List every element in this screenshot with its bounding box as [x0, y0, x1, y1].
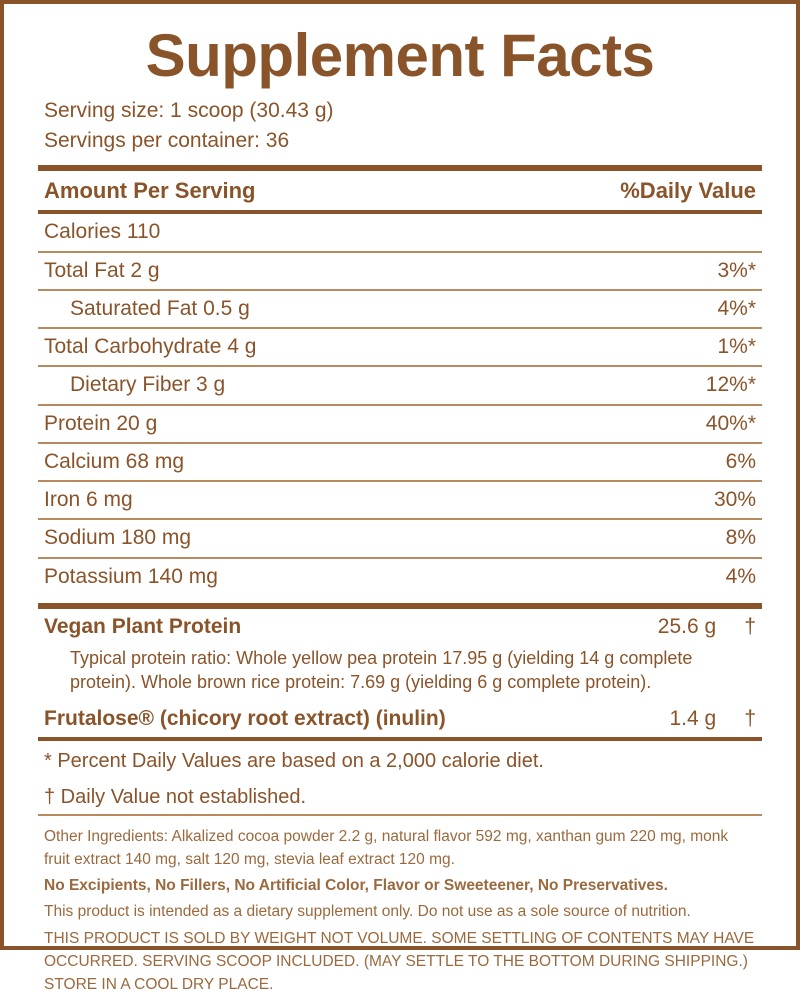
nutrient-name: Protein 20 g [44, 411, 158, 435]
nutrient-name: Calcium 68 mg [44, 449, 185, 473]
nutrient-value: 8% [725, 526, 756, 550]
table-header [38, 171, 762, 211]
frutalose-daily-value: † [744, 706, 756, 730]
nutrient-value: 6% [725, 449, 756, 473]
table-row [38, 444, 762, 480]
nutrient-value: 1%* [717, 335, 756, 359]
nutrient-name: Potassium 140 mg [44, 564, 218, 588]
servings-per-container: Servings per container: 36 [44, 129, 290, 153]
blend-daily-value: † [744, 614, 756, 638]
table-row [38, 520, 762, 556]
dietary-supplement-disclaimer: This product is intended as a dietary supplement only. Do not use as a sole source of nutrition. [44, 903, 691, 921]
table-row [38, 253, 762, 289]
no-excipients-text: No Excipients, No Fillers, No Artificial Color, Flavor or Sweeteener, No Preservatives. [44, 877, 668, 895]
frutalose-name: Frutalose® (chicory root extract) (inulin) [44, 706, 446, 730]
serving-size: Serving size: 1 scoop (30.43 g) [44, 99, 334, 122]
table-row [38, 406, 762, 442]
blend-values [646, 614, 756, 640]
nutrient-value: 4% [725, 564, 756, 588]
frutalose-amount: 1.4 g [669, 706, 717, 730]
table-row [38, 329, 762, 365]
amount-per-serving-label: Amount Per Serving [44, 177, 256, 203]
nutrient-name: Calories 110 [44, 220, 161, 244]
nutrient-value: 40%* [705, 411, 756, 435]
blend-row [38, 609, 762, 645]
other-ingredients-text: Other Ingredients: Alkalized cocoa powder 2.2 g, natural flavor 592 mg, xanthan gum 220 mg, monk fruit extract 140 mg, salt 120 mg, stevia leaf extract 120 mg. [44, 827, 729, 868]
nutrient-name: Iron 6 mg [44, 488, 133, 512]
nutrient-value: 3%* [717, 258, 756, 282]
table-row [38, 367, 762, 403]
nutrient-value: 30% [713, 488, 756, 512]
blend-amount: 25.6 g [657, 614, 717, 638]
table-row [38, 482, 762, 518]
blend-name: Vegan Plant Protein [44, 614, 242, 638]
nutrient-name: Total Fat 2 g [44, 258, 160, 282]
footnote-percent-dv: * Percent Daily Values are based on a 2,000 calorie diet. [44, 749, 544, 772]
table-row [38, 291, 762, 327]
daily-value-label: %Daily Value [620, 177, 756, 203]
nutrient-name: Saturated Fat 0.5 g [70, 296, 250, 320]
nutrient-name: Sodium 180 mg [44, 526, 192, 550]
footnote-dagger: † Daily Value not established. [44, 786, 307, 809]
nutrient-name: Dietary Fiber 3 g [70, 373, 226, 397]
weight-not-volume-disclaimer: THIS PRODUCT IS SOLD BY WEIGHT NOT VOLUME. SOME SETTLING OF CONTENTS MAY HAVE OCCURRED. SERVING SCOOP INCLUDED. (MAY SETTLE TO THE BOTTOM DURING SHIPPING.) STORE IN A COOL DRY PLACE. [44, 929, 755, 994]
table-row [38, 214, 762, 250]
nutrient-name: Total Carbohydrate 4 g [44, 335, 257, 359]
nutrient-value: 4%* [717, 296, 756, 320]
nutrient-value: 12%* [705, 373, 756, 397]
frutalose-values [646, 706, 756, 732]
table-row [38, 559, 762, 595]
page-title: Supplement Facts [145, 22, 655, 89]
frutalose-row [38, 701, 762, 737]
blend-note: Typical protein ratio: Whole yellow pea protein 17.95 g (yielding 14 g complete protein). Whole brown rice protein: 7.69 g (yielding 6 g complete protein). [70, 648, 693, 692]
